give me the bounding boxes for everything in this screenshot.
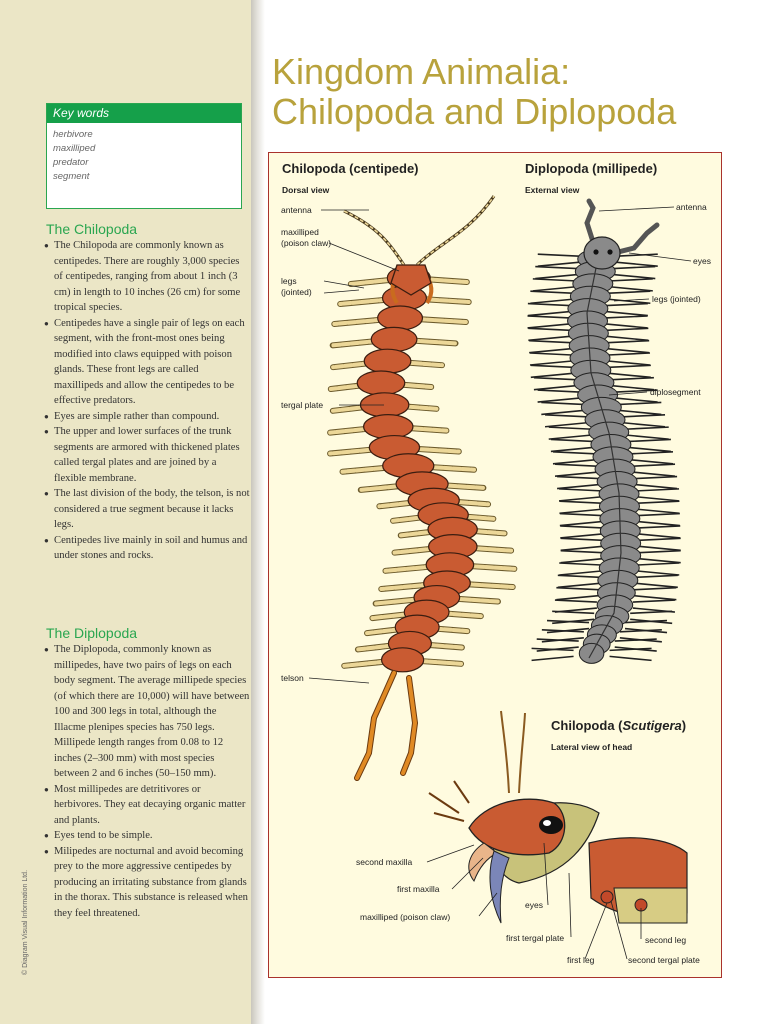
chilopoda-bullet: ● Centipedes have a single pair of legs on each segment, with the front-most ones being modified into claws equipped with poison glands. These front legs are called maxillipeds and allow the centipedes to be effective predators.: [44, 316, 250, 409]
label-maxilliped: maxilliped: [281, 227, 319, 237]
millipede-leg: [535, 275, 577, 279]
diplopoda-text: [44, 642, 250, 921]
scutigera-eye: [539, 816, 563, 834]
millipede-leg: [559, 571, 601, 575]
key-words-heading: Key words: [47, 104, 241, 123]
millipede-leg: [528, 312, 570, 316]
key-words-box: [46, 103, 242, 209]
millipede-leg: [636, 583, 678, 587]
millipede-leg: [529, 341, 571, 343]
millipede-leg: [639, 559, 681, 563]
chilopoda-heading: The Chilopoda: [46, 221, 138, 237]
diplopoda-bullet: ● The Diplopoda, commonly known as millipedes, have two pairs of legs on each body segment. The average millipede species (of which there are 10,000) will have between 100 and 300 legs in total, although the Illacme plenipes species has 750 legs. Millipede length ranges from 0.08 to 12 inches (2–300 mm) with most species between 2 and 6 inches (50–150 mm).: [44, 642, 250, 782]
scutigera-antenna: [501, 711, 509, 793]
leader-line: [585, 903, 607, 959]
millipede-leg: [551, 439, 593, 441]
label-first-tergal-plate: first tergal plate: [506, 933, 565, 943]
label-diplosegment: diplosegment: [650, 387, 701, 397]
millipede-leg: [538, 254, 580, 256]
chilopoda-bullet: ● The Chilopoda are commonly known as centipedes. There are roughly 3,000 species of centipedes, ranging from about 1 inch (3 cm) in length to 10 inches (26 cm) for some tropical species.: [44, 238, 250, 316]
millipede-leg: [545, 415, 587, 417]
millipede-leg: [633, 600, 675, 602]
centipede-tergal-plate: [382, 648, 424, 672]
millipede-leg: [559, 563, 601, 565]
millipede-leg: [637, 571, 679, 575]
keyword-item: predator: [53, 157, 89, 168]
millipede-leg: [631, 460, 673, 464]
millipede-leg: [556, 588, 598, 590]
millipede-leg: [561, 551, 603, 553]
millipede-leg: [631, 452, 673, 454]
millipede-leg: [634, 596, 676, 600]
millipede-head: [584, 237, 620, 269]
label-millipede-legs: legs (jointed): [652, 294, 701, 304]
millipede-leg: [538, 262, 580, 266]
keyword-item: herbivore: [53, 129, 93, 140]
chilopoda-bullet: ● The upper and lower surfaces of the trunk segments are armored with thickened plates called tergal plates and are joined by a flexible membrane.: [44, 424, 250, 486]
label-first-maxilla: first maxilla: [397, 884, 440, 894]
scutigera-title-post: ): [681, 718, 687, 733]
label-scutigera-eyes: eyes: [525, 900, 543, 910]
centipede-antenna: [344, 211, 404, 265]
millipede-leg: [533, 287, 575, 291]
title-line-2: Chilopoda and Diplopoda: [272, 91, 677, 132]
millipede-leg: [639, 538, 681, 540]
millipede-leg: [616, 262, 658, 266]
leader-line: [599, 207, 674, 211]
millipede-leg: [559, 501, 601, 503]
millipede-leg: [530, 361, 572, 365]
illustration-drawing: [269, 153, 722, 978]
millipede-leg: [627, 435, 669, 439]
centipede-tergal-plate: [357, 371, 405, 395]
millipede-leg: [606, 304, 648, 306]
millipede-leg: [637, 563, 679, 565]
leader-line: [452, 858, 483, 889]
leader-line: [569, 873, 571, 937]
millipede-leg: [612, 386, 654, 390]
centipede-tergal-plate: [364, 349, 411, 373]
millipede-leg: [549, 435, 591, 439]
millipede-leg: [638, 526, 680, 528]
millipede-leg: [636, 575, 678, 577]
label-poison-claw: (poison claw): [281, 238, 332, 248]
millipede-leg: [559, 489, 601, 491]
millipede-leg: [610, 656, 652, 660]
millipede-leg: [607, 349, 649, 353]
millipede-leg: [555, 464, 597, 466]
chilopoda-bullet: ● Eyes are simple rather than compound.: [44, 409, 250, 425]
millipede-leg: [555, 472, 597, 476]
centipede-tergal-plate: [378, 306, 423, 330]
millipede-leg: [561, 546, 603, 550]
millipede-leg: [635, 485, 677, 489]
millipede-leg: [606, 336, 648, 340]
leader-line: [629, 253, 691, 261]
leader-line: [329, 243, 399, 271]
label-second-tergal-plate: second tergal plate: [628, 955, 700, 965]
millipede-leg: [532, 656, 574, 660]
millipede-leg: [530, 291, 572, 293]
millipede-leg: [633, 464, 675, 466]
millipede-leg: [637, 497, 679, 501]
millipede-leg: [558, 583, 600, 587]
label-millipede-antenna: antenna: [676, 202, 707, 212]
millipede-leg: [638, 514, 680, 516]
millipede-leg: [638, 534, 680, 538]
page-title: [272, 52, 676, 132]
millipede-leg: [559, 509, 601, 513]
millipede-eye: [607, 249, 612, 254]
millipede-leg: [629, 439, 671, 441]
illustration-panel: [268, 152, 722, 978]
centipede-subtitle: Dorsal view: [282, 185, 330, 195]
millipede-leg: [608, 291, 650, 293]
millipede-antenna: [614, 225, 657, 253]
scutigera-title: [551, 718, 686, 733]
millipede-leg: [637, 489, 679, 491]
millipede-leg: [611, 287, 653, 291]
millipede-leg: [633, 472, 675, 476]
chilopoda-bullet: ● The last division of the body, the telson, is not considered a true segment because it lacks legs.: [44, 486, 250, 533]
millipede-leg: [535, 267, 577, 269]
millipede-leg: [553, 452, 595, 454]
millipede-leg: [528, 324, 570, 328]
scutigera-antenna: [519, 713, 525, 793]
label-legs-jointed: (jointed): [281, 287, 312, 297]
chilopoda-text: [44, 238, 250, 564]
label-maxilliped-poison-claw: maxilliped (poison claw): [360, 912, 451, 922]
millipede-leg: [606, 324, 648, 328]
millipede-leg: [630, 611, 672, 613]
diplopoda-bullet: ● Milipedes are nocturnal and avoid becoming prey to the more aggressive centipedes by producing an irritating substance from glands in the thorax. This substance is released when they feel threatened.: [44, 844, 250, 922]
millipede-leg: [541, 402, 583, 404]
centipede-title: Chilopoda (centipede): [282, 161, 419, 176]
millipede-leg: [560, 514, 602, 516]
label-millipede-eyes: eyes: [693, 256, 711, 266]
millipede-leg: [561, 559, 603, 563]
millipede-leg: [639, 551, 681, 553]
millipede-subtitle: External view: [525, 185, 580, 195]
millipede-leg: [528, 328, 570, 330]
millipede-leg: [528, 316, 570, 318]
label-second-maxilla: second maxilla: [356, 857, 413, 867]
scutigera-sternite: [614, 888, 687, 923]
millipede-leg: [533, 279, 575, 281]
scutigera-subtitle: Lateral view of head: [551, 742, 633, 752]
page-spine: [251, 0, 265, 1024]
millipede-leg: [559, 497, 601, 501]
millipede-leg: [557, 477, 599, 479]
millipede-leg: [606, 312, 648, 316]
leader-line: [309, 678, 369, 683]
leader-line: [427, 845, 474, 862]
label-centipede-antenna: antenna: [281, 205, 312, 215]
scutigera-eye-highlight: [543, 820, 551, 826]
millipede-leg: [561, 538, 603, 540]
millipede-leg: [638, 522, 680, 526]
keyword-item: segment: [53, 171, 90, 182]
centipede-antenna: [344, 211, 404, 265]
leader-line: [324, 290, 359, 293]
millipede-leg: [558, 575, 600, 577]
millipede-eye: [593, 249, 598, 254]
millipede-leg: [637, 501, 679, 503]
scutigera-mouthparts: [429, 781, 469, 821]
diplopoda-bullet: ● Eyes tend to be simple.: [44, 828, 250, 844]
millipede-leg: [639, 546, 681, 550]
scutigera-maxilliped: [490, 851, 509, 923]
millipede-leg: [534, 386, 576, 390]
title-line-1: Kingdom Animalia:: [272, 51, 571, 92]
millipede-leg: [552, 611, 594, 613]
millipede-leg: [528, 336, 570, 340]
millipede-antenna: [587, 201, 594, 245]
millipede-leg: [528, 304, 570, 306]
label-legs: legs: [281, 276, 297, 286]
chilopoda-bullet: ● Centipedes live mainly in soil and humus and under stones and rocks.: [44, 533, 250, 564]
millipede-leg: [634, 588, 676, 590]
label-tergal-plate: tergal plate: [281, 400, 324, 410]
millipede-leg: [560, 534, 602, 538]
millipede-leg: [609, 373, 651, 377]
millipede-leg: [531, 365, 573, 367]
scutigera-title-pre: Chilopoda (: [551, 718, 623, 733]
centipede-tergal-plate: [371, 327, 417, 351]
millipede-leg: [637, 509, 679, 513]
millipede-leg: [560, 522, 602, 526]
diplopoda-bullet: ● Most millipedes are detritivores or herbivores. They eat decaying organic matter and plants.: [44, 782, 250, 829]
millipede-leg: [619, 402, 661, 404]
millipede-leg: [608, 353, 650, 355]
centipede-tergal-plate: [364, 415, 413, 439]
millipede-leg: [627, 427, 669, 429]
millipede-leg: [534, 378, 576, 380]
scutigera-title-genus: Scutigera: [622, 718, 682, 733]
millipede-leg: [531, 373, 573, 377]
millipede-leg: [530, 299, 572, 303]
millipede-leg: [609, 365, 651, 367]
copyright-notice: © Diagram Visual Information Ltd.: [22, 869, 29, 975]
label-second-leg: second leg: [645, 935, 687, 945]
millipede-leg: [555, 600, 597, 602]
millipede-leg: [613, 275, 655, 279]
millipede-leg: [613, 267, 655, 269]
millipede-title: Diplopoda (millipede): [525, 161, 658, 176]
millipede-leg: [608, 361, 650, 365]
centipede-antenna: [417, 196, 494, 265]
millipede-leg: [607, 341, 649, 343]
millipede-leg: [538, 390, 580, 392]
millipede-leg: [611, 279, 653, 281]
millipede-leg: [553, 460, 595, 464]
millipede-leg: [551, 447, 593, 451]
millipede-leg: [623, 423, 665, 427]
millipede-leg: [623, 415, 665, 417]
millipede-leg: [629, 447, 671, 451]
millipede-leg: [612, 378, 654, 380]
millipede-leg: [530, 353, 572, 355]
label-first-leg: first leg: [567, 955, 595, 965]
millipede-leg: [606, 328, 648, 330]
millipede-leg: [616, 398, 658, 402]
millipede-leg: [606, 316, 648, 318]
millipede-leg: [549, 427, 591, 429]
label-telson: telson: [281, 673, 304, 683]
keyword-item: maxilliped: [53, 143, 96, 154]
millipede-leg: [545, 423, 587, 427]
millipede-leg: [557, 485, 599, 489]
millipede-leg: [541, 410, 583, 414]
millipede-leg: [619, 410, 661, 414]
millipede-leg: [538, 398, 580, 402]
millipede-leg: [635, 477, 677, 479]
millipede-leg: [529, 349, 571, 353]
millipede-leg: [560, 526, 602, 528]
millipede-leg: [556, 596, 598, 600]
diplopoda-heading: The Diplopoda: [46, 625, 138, 641]
